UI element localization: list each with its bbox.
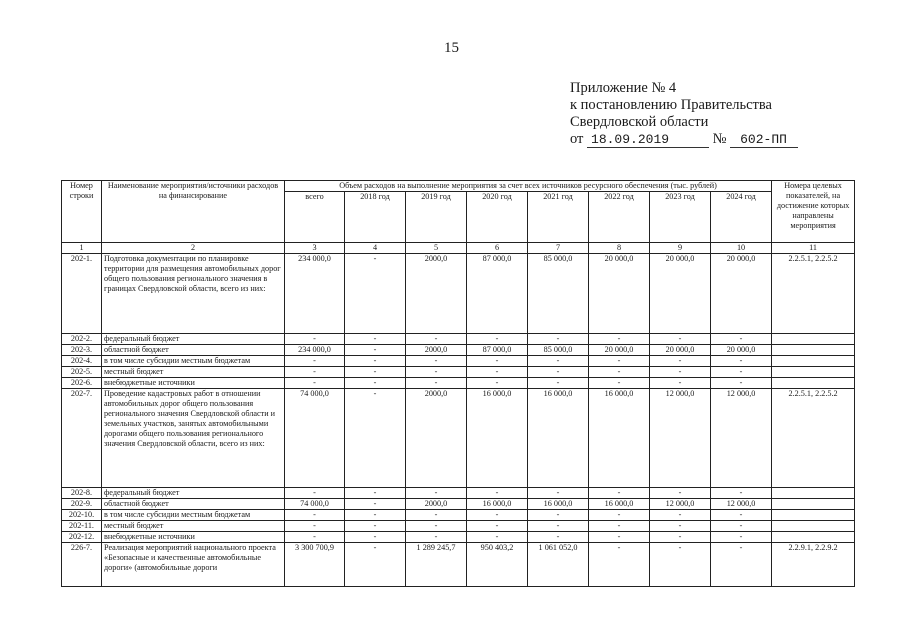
col-index: 3 <box>285 243 345 254</box>
amount-cell: - <box>406 521 467 532</box>
row-number: 226-7. <box>62 543 102 587</box>
funding-source: внебюджетные источники <box>102 378 285 389</box>
row-number: 202-7. <box>62 389 102 488</box>
amount-cell: - <box>467 334 528 345</box>
appendix-title: Приложение № 4 <box>570 80 677 96</box>
table-row <box>62 488 855 499</box>
amount-cell: 234 000,0 <box>285 345 345 356</box>
amount-cell: - <box>589 488 650 499</box>
amount-cell: - <box>467 367 528 378</box>
indicator-numbers: 2.2.5.1, 2.2.5.2 <box>772 389 855 488</box>
row-number: 202-3. <box>62 345 102 356</box>
header-row-number: Номер строки <box>62 181 102 243</box>
amount-cell: - <box>589 367 650 378</box>
header-name: Наименование мероприятия/источники расходов на финансирование <box>102 181 285 243</box>
amount-cell: - <box>711 521 772 532</box>
amount-cell: 20 000,0 <box>650 345 711 356</box>
amount-cell: 12 000,0 <box>711 389 772 488</box>
amount-cell: - <box>406 367 467 378</box>
amount-cell: 3 300 700,9 <box>285 543 345 587</box>
amount-cell: - <box>711 543 772 587</box>
appendix-header <box>570 80 798 148</box>
indicator-numbers <box>772 510 855 521</box>
row-number: 202-9. <box>62 499 102 510</box>
table-row <box>62 389 855 488</box>
amount-cell: 12 000,0 <box>711 499 772 510</box>
amount-cell: - <box>467 378 528 389</box>
amount-cell: - <box>711 510 772 521</box>
amount-cell: 85 000,0 <box>528 345 589 356</box>
amount-cell: - <box>467 521 528 532</box>
amount-cell: - <box>650 532 711 543</box>
col-index: 4 <box>345 243 406 254</box>
col-index: 11 <box>772 243 855 254</box>
amount-cell: - <box>467 488 528 499</box>
row-number: 202-12. <box>62 532 102 543</box>
amount-cell: 16 000,0 <box>528 499 589 510</box>
indicator-numbers: 2.2.9.1, 2.2.9.2 <box>772 543 855 587</box>
amount-cell: 16 000,0 <box>467 389 528 488</box>
activity-name: Реализация мероприятий национального проекта «Безопасные и качественные автомобильные дороги» (автомобильные дороги <box>102 543 285 587</box>
col-index: 7 <box>528 243 589 254</box>
indicator-numbers <box>772 532 855 543</box>
funding-source: местный бюджет <box>102 367 285 378</box>
header-indicators: Номера целевых показателей, на достижение которых направлены мероприятия <box>772 181 855 243</box>
table-row <box>62 532 855 543</box>
amount-cell: - <box>711 532 772 543</box>
amount-cell: - <box>345 532 406 543</box>
appendix-resolution: к постановлению Правительства <box>570 97 772 113</box>
amount-cell: - <box>650 488 711 499</box>
amount-cell: - <box>406 488 467 499</box>
amount-cell: - <box>650 334 711 345</box>
amount-cell: - <box>528 532 589 543</box>
amount-cell: - <box>589 356 650 367</box>
col-index: 2 <box>102 243 285 254</box>
amount-cell: - <box>406 510 467 521</box>
indicator-numbers: 2.2.5.1, 2.2.5.2 <box>772 254 855 334</box>
header-year-2018: 2018 год <box>345 192 406 243</box>
resolution-date: 18.09.2019 <box>587 133 709 148</box>
funding-source: в том числе субсидии местным бюджетам <box>102 356 285 367</box>
indicator-numbers <box>772 356 855 367</box>
amount-cell: - <box>528 510 589 521</box>
amount-cell: - <box>650 543 711 587</box>
activity-name: Проведение кадастровых работ в отношении автомобильных дорог общего пользования регионального значения Свердловской области и земельных участков, занятых автомобильными дорогами общего пользования регионального значения Свердловской области, всего из них: <box>102 389 285 488</box>
col-index: 6 <box>467 243 528 254</box>
amount-cell: - <box>285 378 345 389</box>
amount-cell: 20 000,0 <box>589 345 650 356</box>
amount-cell: - <box>285 367 345 378</box>
table-row <box>62 356 855 367</box>
header-year-2022: 2022 год <box>589 192 650 243</box>
row-number: 202-1. <box>62 254 102 334</box>
amount-cell: - <box>345 389 406 488</box>
amount-cell: 1 061 052,0 <box>528 543 589 587</box>
amount-cell: - <box>650 378 711 389</box>
funding-source: местный бюджет <box>102 521 285 532</box>
indicator-numbers <box>772 499 855 510</box>
amount-cell: - <box>589 532 650 543</box>
header-year-2019: 2019 год <box>406 192 467 243</box>
indicator-numbers <box>772 345 855 356</box>
indicator-numbers <box>772 334 855 345</box>
amount-cell: 2000,0 <box>406 499 467 510</box>
amount-cell: - <box>711 488 772 499</box>
indicator-numbers <box>772 521 855 532</box>
amount-cell: - <box>345 499 406 510</box>
amount-cell: 950 403,2 <box>467 543 528 587</box>
amount-cell: - <box>589 334 650 345</box>
amount-cell: - <box>285 532 345 543</box>
amount-cell: 20 000,0 <box>711 345 772 356</box>
header-year-2021: 2021 год <box>528 192 589 243</box>
col-index: 10 <box>711 243 772 254</box>
row-number: 202-4. <box>62 356 102 367</box>
amount-cell: - <box>406 532 467 543</box>
amount-cell: 16 000,0 <box>589 389 650 488</box>
funding-source: федеральный бюджет <box>102 334 285 345</box>
financing-table <box>61 180 855 587</box>
amount-cell: - <box>650 356 711 367</box>
amount-cell: - <box>589 510 650 521</box>
amount-cell: 87 000,0 <box>467 254 528 334</box>
amount-cell: 16 000,0 <box>467 499 528 510</box>
amount-cell: 74 000,0 <box>285 389 345 488</box>
row-number: 202-5. <box>62 367 102 378</box>
funding-source: областной бюджет <box>102 345 285 356</box>
amount-cell: 12 000,0 <box>650 499 711 510</box>
amount-cell: - <box>589 543 650 587</box>
amount-cell: - <box>345 510 406 521</box>
date-prefix: от <box>570 131 584 147</box>
resolution-number: 602-ПП <box>730 133 798 148</box>
amount-cell: 234 000,0 <box>285 254 345 334</box>
amount-cell: - <box>406 378 467 389</box>
amount-cell: - <box>650 521 711 532</box>
amount-cell: 20 000,0 <box>650 254 711 334</box>
header-volume: Объем расходов на выполнение мероприятия за счет всех источников ресурсного обеспечения (тыс. рублей) <box>285 181 772 192</box>
amount-cell: - <box>467 510 528 521</box>
funding-source: областной бюджет <box>102 499 285 510</box>
indicator-numbers <box>772 378 855 389</box>
number-prefix: № <box>712 131 727 147</box>
amount-cell: 1 289 245,7 <box>406 543 467 587</box>
amount-cell: - <box>345 254 406 334</box>
table-body <box>62 254 855 587</box>
amount-cell: - <box>345 356 406 367</box>
amount-cell: - <box>345 521 406 532</box>
table-row <box>62 254 855 334</box>
amount-cell: 20 000,0 <box>589 254 650 334</box>
page-number: 15 <box>444 40 459 56</box>
amount-cell: - <box>345 345 406 356</box>
amount-cell: - <box>467 532 528 543</box>
amount-cell: - <box>345 488 406 499</box>
amount-cell: 16 000,0 <box>589 499 650 510</box>
amount-cell: - <box>406 356 467 367</box>
amount-cell: 16 000,0 <box>528 389 589 488</box>
amount-cell: 87 000,0 <box>467 345 528 356</box>
amount-cell: - <box>528 334 589 345</box>
amount-cell: - <box>406 334 467 345</box>
amount-cell: - <box>711 367 772 378</box>
table-row <box>62 543 855 587</box>
appendix-date-line <box>570 131 798 148</box>
amount-cell: - <box>528 367 589 378</box>
indicator-numbers <box>772 488 855 499</box>
row-number: 202-6. <box>62 378 102 389</box>
amount-cell: - <box>589 378 650 389</box>
funding-source: внебюджетные источники <box>102 532 285 543</box>
table-row <box>62 334 855 345</box>
header-year-2023: 2023 год <box>650 192 711 243</box>
table-row <box>62 521 855 532</box>
header-year-2024: 2024 год <box>711 192 772 243</box>
amount-cell: - <box>528 521 589 532</box>
appendix-region: Свердловской области <box>570 114 709 130</box>
amount-cell: - <box>345 367 406 378</box>
amount-cell: - <box>711 378 772 389</box>
table-row <box>62 510 855 521</box>
col-index: 5 <box>406 243 467 254</box>
indicator-numbers <box>772 367 855 378</box>
row-number: 202-11. <box>62 521 102 532</box>
amount-cell: - <box>528 488 589 499</box>
row-number: 202-10. <box>62 510 102 521</box>
amount-cell: - <box>528 378 589 389</box>
amount-cell: 12 000,0 <box>650 389 711 488</box>
amount-cell: 74 000,0 <box>285 499 345 510</box>
amount-cell: - <box>285 334 345 345</box>
funding-source: в том числе субсидии местным бюджетам <box>102 510 285 521</box>
amount-cell: - <box>711 356 772 367</box>
col-index: 1 <box>62 243 102 254</box>
amount-cell: 2000,0 <box>406 389 467 488</box>
amount-cell: - <box>345 378 406 389</box>
row-number: 202-8. <box>62 488 102 499</box>
row-number: 202-2. <box>62 334 102 345</box>
header-total: всего <box>285 192 345 243</box>
table-row <box>62 367 855 378</box>
header-year-2020: 2020 год <box>467 192 528 243</box>
amount-cell: 2000,0 <box>406 254 467 334</box>
amount-cell: - <box>345 543 406 587</box>
table-row <box>62 499 855 510</box>
amount-cell: 20 000,0 <box>711 254 772 334</box>
col-index: 9 <box>650 243 711 254</box>
amount-cell: - <box>467 356 528 367</box>
amount-cell: - <box>528 356 589 367</box>
table-row <box>62 345 855 356</box>
funding-source: федеральный бюджет <box>102 488 285 499</box>
amount-cell: 85 000,0 <box>528 254 589 334</box>
col-index: 8 <box>589 243 650 254</box>
amount-cell: 2000,0 <box>406 345 467 356</box>
amount-cell: - <box>650 510 711 521</box>
amount-cell: - <box>285 510 345 521</box>
amount-cell: - <box>345 334 406 345</box>
amount-cell: - <box>589 521 650 532</box>
activity-name: Подготовка документации по планировке территории для размещения автомобильных дорог общего пользования регионального значения в границах Свердловской области, всего из них: <box>102 254 285 334</box>
amount-cell: - <box>711 334 772 345</box>
amount-cell: - <box>285 521 345 532</box>
amount-cell: - <box>285 356 345 367</box>
table-row <box>62 378 855 389</box>
amount-cell: - <box>650 367 711 378</box>
amount-cell: - <box>285 488 345 499</box>
